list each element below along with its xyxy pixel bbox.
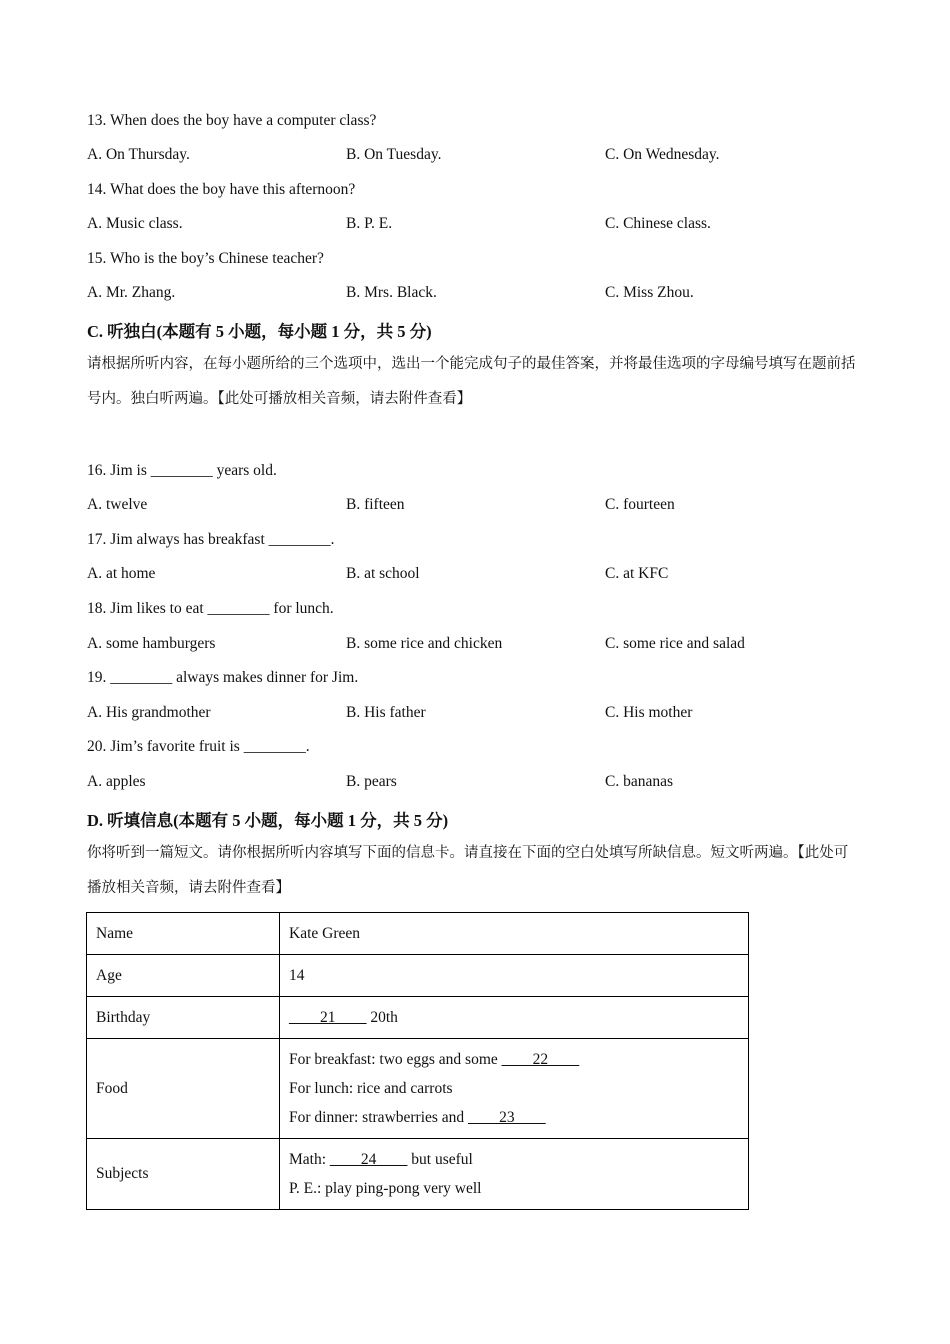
q13-option-a: A. On Thursday. [87,146,190,163]
name-value: Kate Green [280,913,749,955]
q16-option-b: B. fifteen [346,496,405,513]
q14-option-a: A. Music class. [87,215,183,232]
q15-option-a: A. Mr. Zhang. [87,284,176,301]
blank-23[interactable]: ____23____ [468,1109,546,1126]
q16-option-a: A. twelve [87,496,148,513]
q15-option-c: C. Miss Zhou. [605,284,694,301]
subjects-pe: P. E.: play ping-pong very well [289,1180,482,1197]
table-row-birthday [87,997,749,1039]
table-row-subjects [87,1139,749,1210]
food-breakfast [289,1045,739,1074]
birthday-month: 20th [366,1008,398,1026]
q19-option-a: A. His grandmother [87,704,211,721]
question-19: 19. ________ always makes dinner for Jim. [87,669,359,686]
question-17: 17. Jim always has breakfast ________. [87,531,335,548]
q14-option-c: C. Chinese class. [605,215,711,232]
subjects-label: Subjects [87,1139,280,1210]
q20-option-c: C. bananas [605,773,674,790]
question-18: 18. Jim likes to eat ________ for lunch. [87,600,334,617]
q18-option-b: B. some rice and chicken [346,635,503,652]
food-breakfast-text: For breakfast: two eggs and some [289,1051,502,1068]
table-row-age [87,955,749,997]
food-lunch: For lunch: rice and carrots [289,1080,453,1097]
blank-22[interactable]: ____22____ [501,1051,580,1068]
age-label: Age [87,955,280,997]
food-dinner-text: For dinner: strawberries and [289,1109,469,1126]
q13-option-b: B. On Tuesday. [346,146,442,163]
q17-option-b: B. at school [346,565,420,582]
blank-24[interactable]: ____24____ [329,1151,408,1168]
name-label: Name [87,913,280,955]
question-20: 20. Jim’s favorite fruit is ________. [87,738,310,755]
q17-option-c: C. at KFC [605,565,669,582]
table-row-food [87,1039,749,1139]
q15-option-b: B. Mrs. Black. [346,284,437,301]
subjects-math-text: Math: [289,1151,330,1168]
question-16: 16. Jim is ________ years old. [87,462,277,479]
q19-option-b: B. His father [346,704,426,721]
birthday-value [280,997,749,1039]
food-dinner [289,1103,739,1132]
table-row-name [87,913,749,955]
q14-option-b: B. P. E. [346,215,393,232]
food-label: Food [87,1039,280,1139]
q20-option-b: B. pears [346,773,397,790]
q20-option-a: A. apples [87,773,146,790]
blank-21[interactable]: ____21____ [289,1008,367,1026]
food-value [280,1039,749,1139]
age-value: 14 [280,955,749,997]
question-13: 13. When does the boy have a computer class? [87,112,377,129]
subjects-math [289,1145,739,1174]
subjects-math-post: but useful [407,1151,473,1168]
section-d-instruction: 你将听到一篇短文。请你根据所听内容填写下面的信息卡。请直接在下面的空白处填写所缺信息。短文听两遍。【此处可播放相关音频，请去附件查看】 [87,845,849,896]
question-15: 15. Who is the boy’s Chinese teacher? [87,250,324,267]
q19-option-c: C. His mother [605,704,693,721]
subjects-value [280,1139,749,1210]
question-14: 14. What does the boy have this afternoon? [87,181,356,198]
birthday-label: Birthday [87,997,280,1039]
section-c-heading: C. 听独白(本题有 5 小题，每小题 1 分，共 5 分) [87,322,432,341]
q18-option-c: C. some rice and salad [605,635,745,652]
section-d-heading: D. 听填信息(本题有 5 小题，每小题 1 分，共 5 分) [87,811,449,830]
q13-option-c: C. On Wednesday. [605,146,720,163]
info-card-table [86,912,749,1210]
q17-option-a: A. at home [87,565,156,582]
section-c-instruction: 请根据所听内容，在每小题所给的三个选项中，选出一个能完成句子的最佳答案，并将最佳选项的字母编号填写在题前括号内。独白听两遍。【此处可播放相关音频，请去附件查看】 [87,356,856,407]
q16-option-c: C. fourteen [605,496,675,513]
q18-option-a: A. some hamburgers [87,635,216,652]
